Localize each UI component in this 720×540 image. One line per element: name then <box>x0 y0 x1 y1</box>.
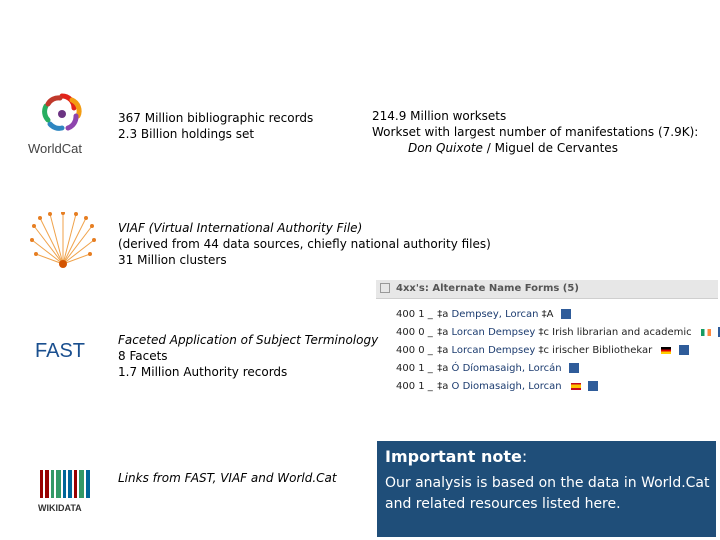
viaf-sources: (derived from 44 data sources, chiefly national authority files) <box>118 237 491 251</box>
alt-name-value[interactable]: Dempsey, Lorcan <box>451 309 539 320</box>
important-note-colon: : <box>521 447 528 466</box>
source-link-icon[interactable] <box>679 345 689 355</box>
alt-name-code: 400 1 _ <box>396 381 433 392</box>
fast-description <box>118 332 378 380</box>
viaf-clusters: 31 Million clusters <box>118 253 227 267</box>
alt-name-code: 400 0 _ <box>396 327 433 338</box>
important-note-heading: Important note <box>385 447 522 466</box>
source-link-icon[interactable] <box>588 381 598 391</box>
wikidata-logo-text: WIKIDATA <box>38 503 82 513</box>
spain-flag-icon <box>571 383 581 390</box>
fast-records: 1.7 Million Authority records <box>118 365 288 379</box>
wikidata-logo-icon <box>36 466 96 514</box>
fast-facets: 8 Facets <box>118 349 168 363</box>
collapse-icon[interactable] <box>380 283 390 293</box>
important-note-body: Our analysis is based on the data in World.Cat and related resources listed here. <box>385 475 710 512</box>
alt-name-value[interactable]: O Diomasaigh, Lorcan <box>451 381 562 392</box>
alt-name-extra: ‡A <box>541 309 554 320</box>
source-link-icon[interactable] <box>561 309 571 319</box>
alt-name-value[interactable]: Lorcan Dempsey <box>451 345 536 356</box>
wikidata-description: Links from FAST, VIAF and World.Cat <box>118 471 337 485</box>
alt-name-row <box>396 325 720 341</box>
alt-name-code: 400 0 _ <box>396 345 433 356</box>
alt-name-code: 400 1 _ <box>396 363 433 374</box>
alt-name-extra: ‡c irischer Bibliothekar <box>538 345 653 356</box>
fast-logo-text: FAST <box>35 340 86 362</box>
alt-name-value[interactable]: Lorcan Dempsey <box>451 327 536 338</box>
worldcat-stats <box>118 110 313 142</box>
alt-name-subfield: ‡a <box>437 381 449 392</box>
viaf-description <box>118 220 491 268</box>
source-link-icon[interactable] <box>569 363 579 373</box>
alt-name-subfield: ‡a <box>437 363 449 374</box>
viaf-name: VIAF (Virtual International Authority File) <box>118 221 363 235</box>
alt-name-subfield: ‡a <box>437 309 449 320</box>
alt-name-subfield: ‡a <box>437 345 449 356</box>
alt-name-row <box>396 343 689 359</box>
alternate-name-forms-header[interactable] <box>376 280 718 299</box>
worldcat-holdings: 2.3 Billion holdings set <box>118 127 255 141</box>
ireland-flag-icon <box>701 329 711 336</box>
workset-stats <box>372 108 698 156</box>
viaf-logo-icon <box>30 212 96 272</box>
fast-name: Faceted Application of Subject Terminology <box>118 333 379 347</box>
alt-name-row <box>396 307 571 323</box>
alternate-name-forms-panel <box>376 280 718 398</box>
important-note-title <box>385 447 527 466</box>
alt-name-subfield: ‡a <box>437 327 449 338</box>
alt-name-extra: ‡c Irish librarian and academic <box>538 327 692 338</box>
alternate-name-forms-title: 4xx's: Alternate Name Forms (5) <box>396 283 579 294</box>
worldcat-logo-text: WorldCat <box>28 141 82 156</box>
important-note-box <box>377 441 716 537</box>
workset-sep: / <box>482 141 495 155</box>
workset-example <box>372 140 698 156</box>
workset-count: 214.9 Million worksets <box>372 109 507 123</box>
workset-title: Don Quixote <box>408 141 483 155</box>
alt-name-value[interactable]: Ó Díomasaigh, Lorcán <box>451 363 562 374</box>
alt-name-row <box>396 361 579 377</box>
workset-largest: Workset with largest number of manifestations (7.9K): <box>372 125 699 139</box>
germany-flag-icon <box>661 347 671 354</box>
alt-name-row <box>396 379 598 395</box>
workset-author: Miguel de Cervantes <box>494 141 618 155</box>
worldcat-records: 367 Million bibliographic records <box>118 111 314 125</box>
alt-name-code: 400 1 _ <box>396 309 433 320</box>
